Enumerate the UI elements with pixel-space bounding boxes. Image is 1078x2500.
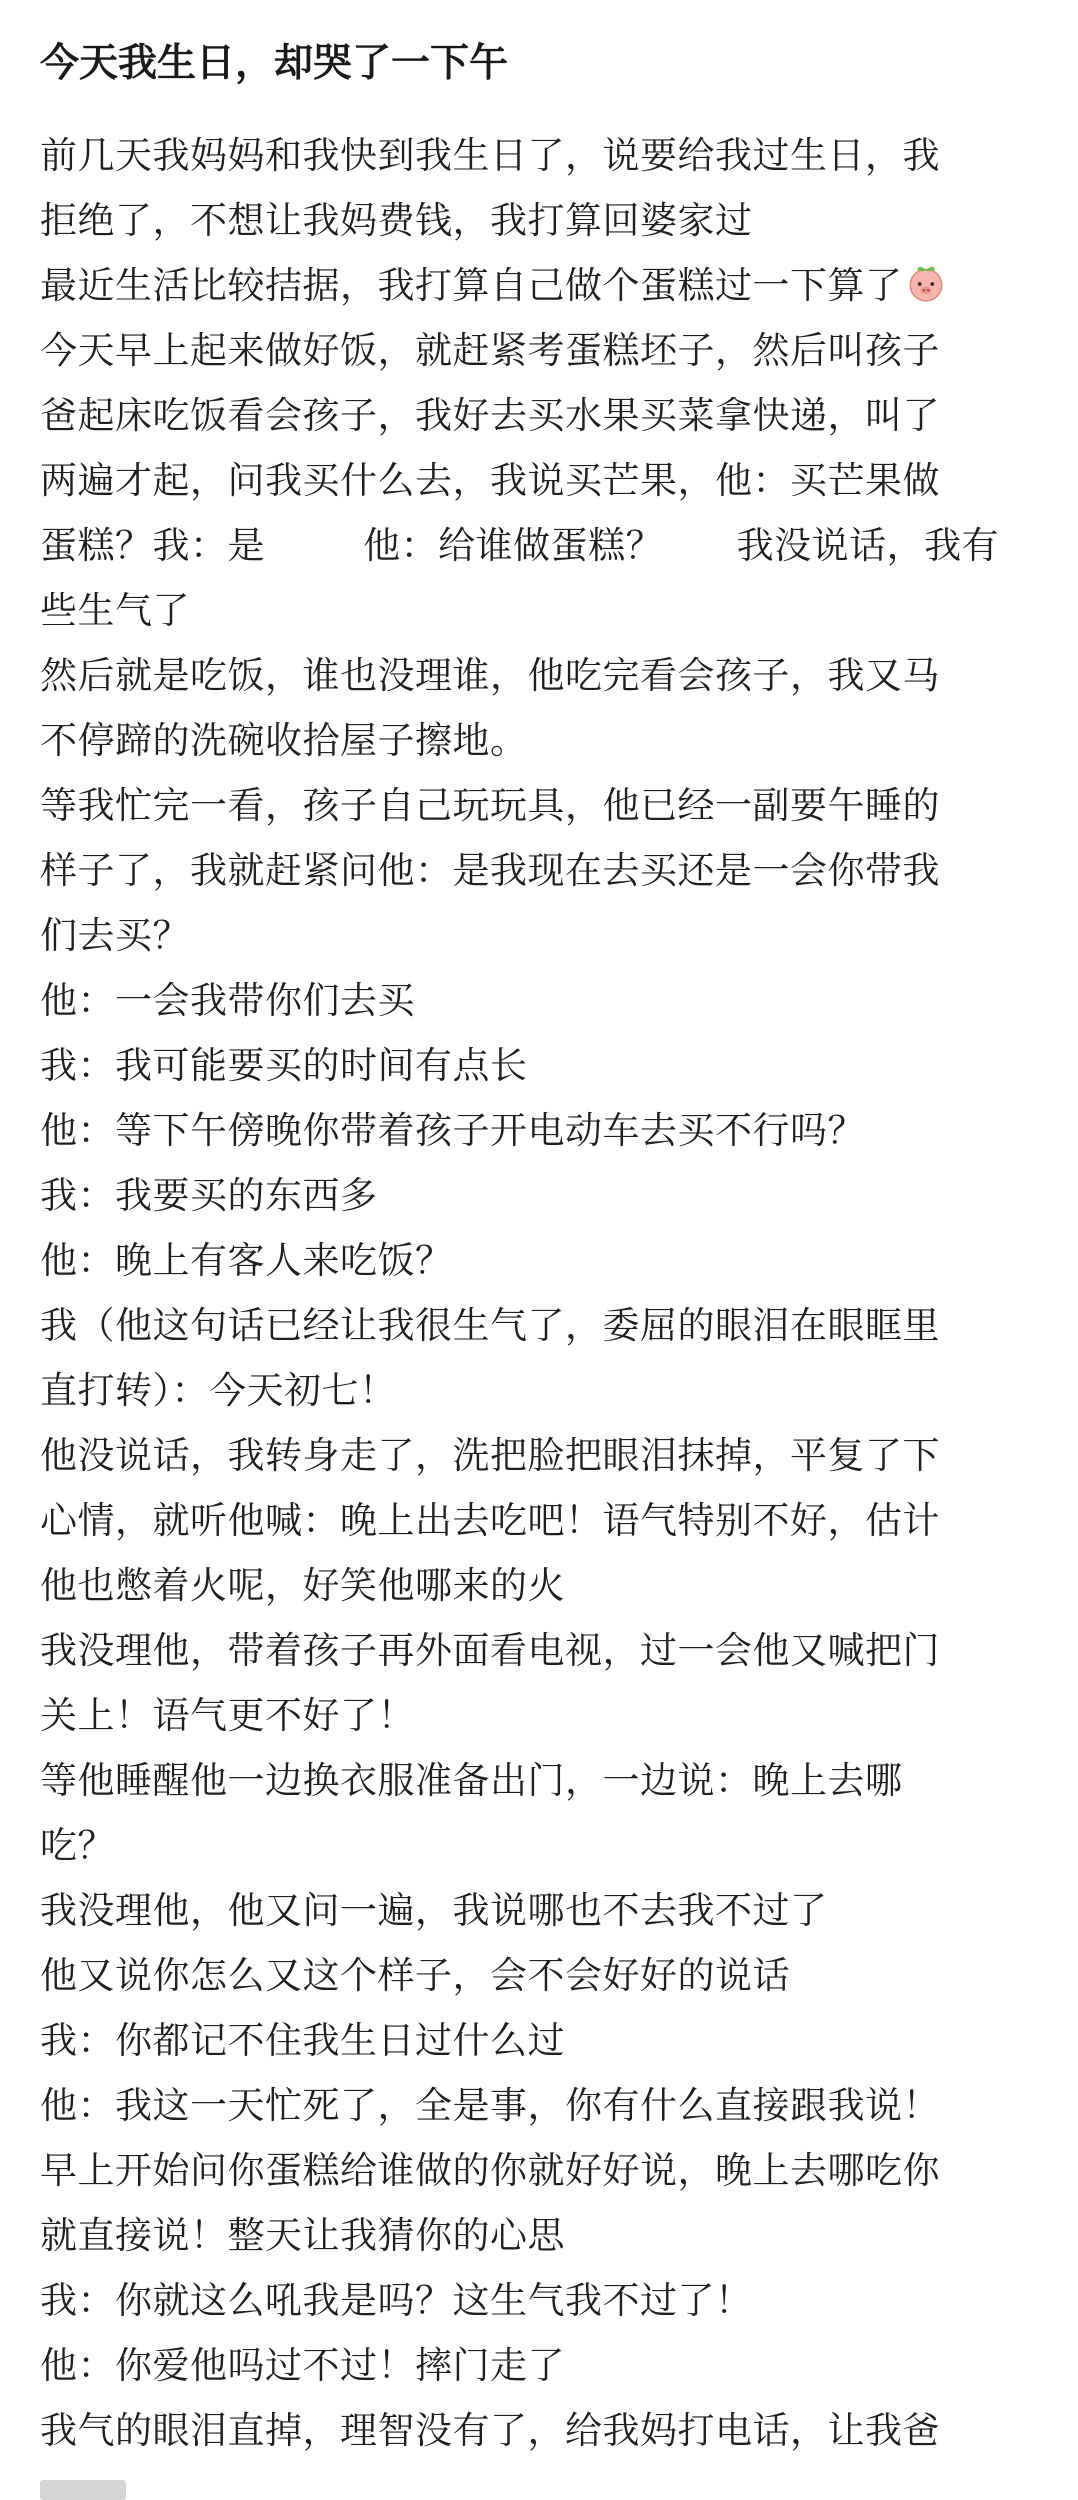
post-content	[40, 40, 1040, 2463]
body-line	[40, 903, 1040, 968]
body-line	[40, 318, 1040, 383]
body-line-text: 等他睡醒他一边换衣服准备出门，一边说：晚上去哪	[40, 1759, 903, 1802]
body-line-text: 他又说你怎么又这个样子，会不会好好的说话	[40, 1954, 790, 1997]
body-line-text: 前几天我妈妈和我快到我生日了，说要给我过生日，我	[40, 134, 940, 177]
body-line-text: 我没理他，带着孩子再外面看电视，过一会他又喊把门	[40, 1629, 940, 1672]
body-line	[40, 1618, 1040, 1683]
body-line	[40, 1488, 1040, 1553]
body-line-text: 早上开始问你蛋糕给谁做的你就好好说，晚上去哪吃你	[40, 2149, 940, 2192]
body-line	[40, 253, 1040, 318]
body-line	[40, 188, 1040, 253]
body-line	[40, 2138, 1040, 2203]
body-line	[40, 968, 1040, 1033]
body-line	[40, 1553, 1040, 1618]
body-line-text: 他：等下午傍晚你带着孩子开电动车去买不行吗？	[40, 1109, 865, 1152]
body-line-text: 他：晚上有客人来吃饭？	[40, 1239, 453, 1282]
body-line	[40, 1943, 1040, 2008]
body-line-text: 样子了，我就赶紧问他：是我现在去买还是一会你带我	[40, 849, 940, 892]
body-line	[40, 1683, 1040, 1748]
body-line	[40, 123, 1040, 188]
body-line-text: 两遍才起，问我买什么去，我说买芒果，他：买芒果做	[40, 459, 940, 502]
body-line	[40, 1163, 1040, 1228]
body-line-text: 些生气了	[40, 589, 190, 632]
post-title: 今天我生日，却哭了一下午	[40, 41, 509, 86]
body-line	[40, 513, 1040, 578]
body-line-text: 我：你就这么吼我是吗？这生气我不过了！	[40, 2279, 753, 2322]
body-line	[40, 2398, 1040, 2463]
body-line-text: 他没说话，我转身走了，洗把脸把眼泪抹掉，平复了下	[40, 1434, 940, 1477]
post-body	[40, 123, 1040, 2463]
body-line	[40, 838, 1040, 903]
body-line	[40, 2268, 1040, 2333]
body-line	[40, 1033, 1040, 1098]
body-line-text: 他：你爱他吗过不过！摔门走了	[40, 2344, 565, 2387]
body-line-text: 最近生活比较拮据，我打算自己做个蛋糕过一下算了	[40, 264, 903, 307]
body-line	[40, 643, 1040, 708]
body-line-text: 蛋糕？我：是 他：给谁做蛋糕？ 我没说话，我有	[40, 524, 1000, 567]
body-line-text: 然后就是吃饭，谁也没理谁，他吃完看会孩子，我又马	[40, 654, 940, 697]
body-line	[40, 578, 1040, 643]
body-line	[40, 1293, 1040, 1358]
body-line-text: 拒绝了，不想让我妈费钱，我打算回婆家过	[40, 199, 753, 242]
body-line-text: 不停蹄的洗碗收拾屋子擦地。	[40, 719, 528, 762]
body-line	[40, 2333, 1040, 2398]
body-line	[40, 773, 1040, 838]
body-line-text: 我气的眼泪直掉，理智没有了，给我妈打电话，让我爸	[40, 2409, 940, 2452]
body-line-text: 我：你都记不住我生日过什么过	[40, 2019, 565, 2062]
body-line	[40, 1098, 1040, 1163]
body-line	[40, 1423, 1040, 1488]
body-line-text: 今天早上起来做好饭，就赶紧考蛋糕坯子，然后叫孩子	[40, 329, 940, 372]
body-line-text: 我：我要买的东西多	[40, 1174, 378, 1217]
body-line	[40, 1878, 1040, 1943]
body-line	[40, 1228, 1040, 1293]
body-line-text: 直打转）：今天初七！	[40, 1369, 397, 1412]
body-line-text: 我没理他，他又问一遍，我说哪也不去我不过了	[40, 1889, 828, 1932]
body-line	[40, 2203, 1040, 2268]
body-line-text: 我（他这句话已经让我很生气了，委屈的眼泪在眼眶里	[40, 1304, 940, 1347]
body-line-text: 吃？	[40, 1824, 115, 1867]
body-line	[40, 2073, 1040, 2138]
body-line	[40, 1813, 1040, 1878]
body-line-text: 就直接说！整天让我猜你的心思	[40, 2214, 565, 2257]
body-line-text: 心情，就听他喊：晚上出去吃吧！语气特别不好，估计	[40, 1499, 940, 1542]
body-line	[40, 2008, 1040, 2073]
body-line-text: 关上！语气更不好了！	[40, 1694, 415, 1737]
body-line	[40, 708, 1040, 773]
body-line-text: 们去买？	[40, 914, 190, 957]
body-line-text: 爸起床吃饭看会孩子，我好去买水果买菜拿快递，叫了	[40, 394, 940, 437]
body-line-text: 他：一会我带你们去买	[40, 979, 415, 1022]
body-line	[40, 383, 1040, 448]
body-line-text: 等我忙完一看，孩子自己玩玩具，他已经一副要午睡的	[40, 784, 940, 827]
body-line	[40, 448, 1040, 513]
pig-face-emoji-icon	[905, 262, 947, 304]
body-line-text: 他也憋着火呢，好笑他哪来的火	[40, 1564, 565, 1607]
body-line-text: 他：我这一天忙死了，全是事，你有什么直接跟我说！	[40, 2084, 940, 2127]
watermark-logo	[40, 2472, 130, 2500]
body-line-text: 我：我可能要买的时间有点长	[40, 1044, 528, 1087]
body-line	[40, 1358, 1040, 1423]
body-line	[40, 1748, 1040, 1813]
